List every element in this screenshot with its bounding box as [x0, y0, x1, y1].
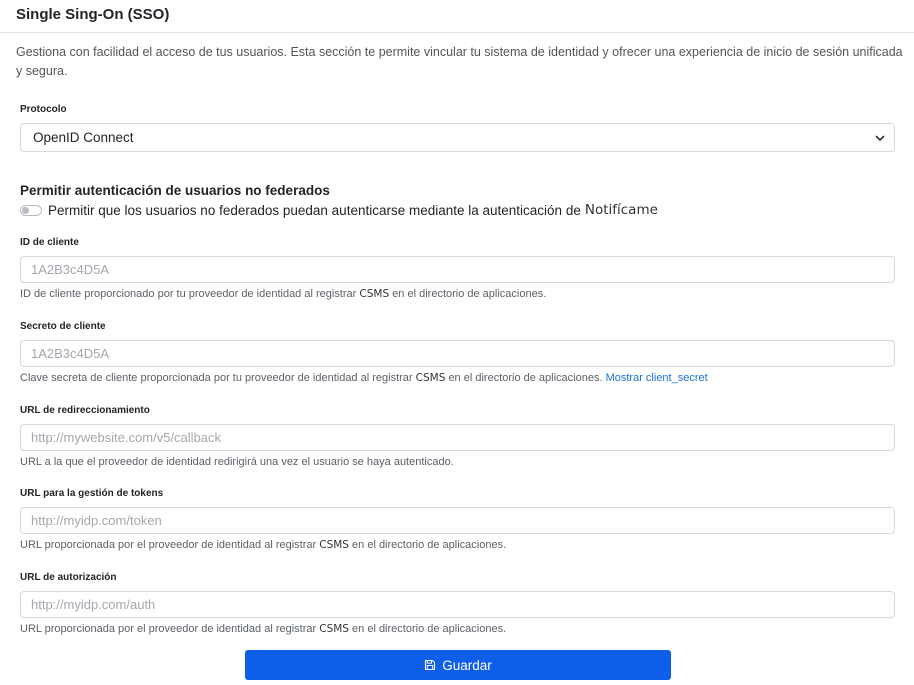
- client-id-label: ID de cliente: [20, 237, 79, 248]
- app-brand: CSMS: [319, 539, 349, 551]
- federation-toggle[interactable]: [20, 205, 42, 216]
- client-secret-help: [20, 372, 708, 384]
- auth-url-label: URL de autorización: [20, 572, 117, 583]
- help-text: Clave secreta de cliente proporcionada por tu proveedor de identidad al registrar: [20, 372, 413, 384]
- save-button-label: Guardar: [442, 657, 492, 673]
- help-text: en el directorio de aplicaciones.: [392, 288, 547, 300]
- token-url-input[interactable]: [20, 507, 895, 534]
- save-button[interactable]: [245, 650, 671, 680]
- client-secret-label: Secreto de cliente: [20, 321, 106, 332]
- client-id-help: [20, 288, 546, 300]
- federation-heading: Permitir autenticación de usuarios no federados: [20, 183, 330, 198]
- help-text: en el directorio de aplicaciones.: [352, 539, 507, 551]
- page-title: Single Sing-On (SSO): [16, 6, 170, 23]
- app-brand: CSMS: [415, 372, 446, 384]
- redirect-url-help: URL a la que el proveedor de identidad redirigirá una vez el usuario se haya autenticado.: [20, 456, 454, 468]
- auth-url-help: [20, 623, 506, 635]
- federation-toggle-row: [20, 202, 658, 218]
- toggle-knob: [22, 207, 29, 214]
- token-url-label: URL para la gestión de tokens: [20, 488, 164, 499]
- protocol-select[interactable]: [20, 123, 895, 152]
- auth-url-input[interactable]: [20, 591, 895, 618]
- brand-name: Notifícame: [584, 202, 658, 218]
- show-client-secret-link[interactable]: Mostrar client_secret: [605, 372, 708, 384]
- help-text: ID de cliente proporcionado por tu proveedor de identidad al registrar: [20, 288, 357, 300]
- help-text: en el directorio de aplicaciones.: [352, 623, 507, 635]
- help-text: en el directorio de aplicaciones.: [448, 372, 603, 384]
- page-description: Gestiona con facilidad el acceso de tus usuarios. Esta sección te permite vincular tu sistema de identidad y ofrecer una experiencia de inicio de sesión unificada y segura.: [16, 45, 903, 78]
- help-text: URL proporcionada por el proveedor de identidad al registrar: [20, 539, 317, 551]
- protocol-label: Protocolo: [20, 104, 67, 115]
- divider: [0, 32, 914, 33]
- redirect-url-label: URL de redireccionamiento: [20, 405, 150, 416]
- app-brand: CSMS: [319, 623, 349, 635]
- client-id-input[interactable]: [20, 256, 895, 283]
- floppy-disk-icon: [424, 659, 436, 671]
- help-text: URL proporcionada por el proveedor de identidad al registrar: [20, 623, 317, 635]
- client-secret-input[interactable]: [20, 340, 895, 367]
- token-url-help: [20, 539, 506, 551]
- protocol-selected-value: OpenID Connect: [33, 130, 134, 145]
- chevron-down-icon: [874, 132, 886, 144]
- federation-toggle-label: Permitir que los usuarios no federados puedan autenticarse mediante la autenticación de: [48, 202, 581, 218]
- redirect-url-input[interactable]: [20, 424, 895, 451]
- app-brand: CSMS: [359, 288, 390, 300]
